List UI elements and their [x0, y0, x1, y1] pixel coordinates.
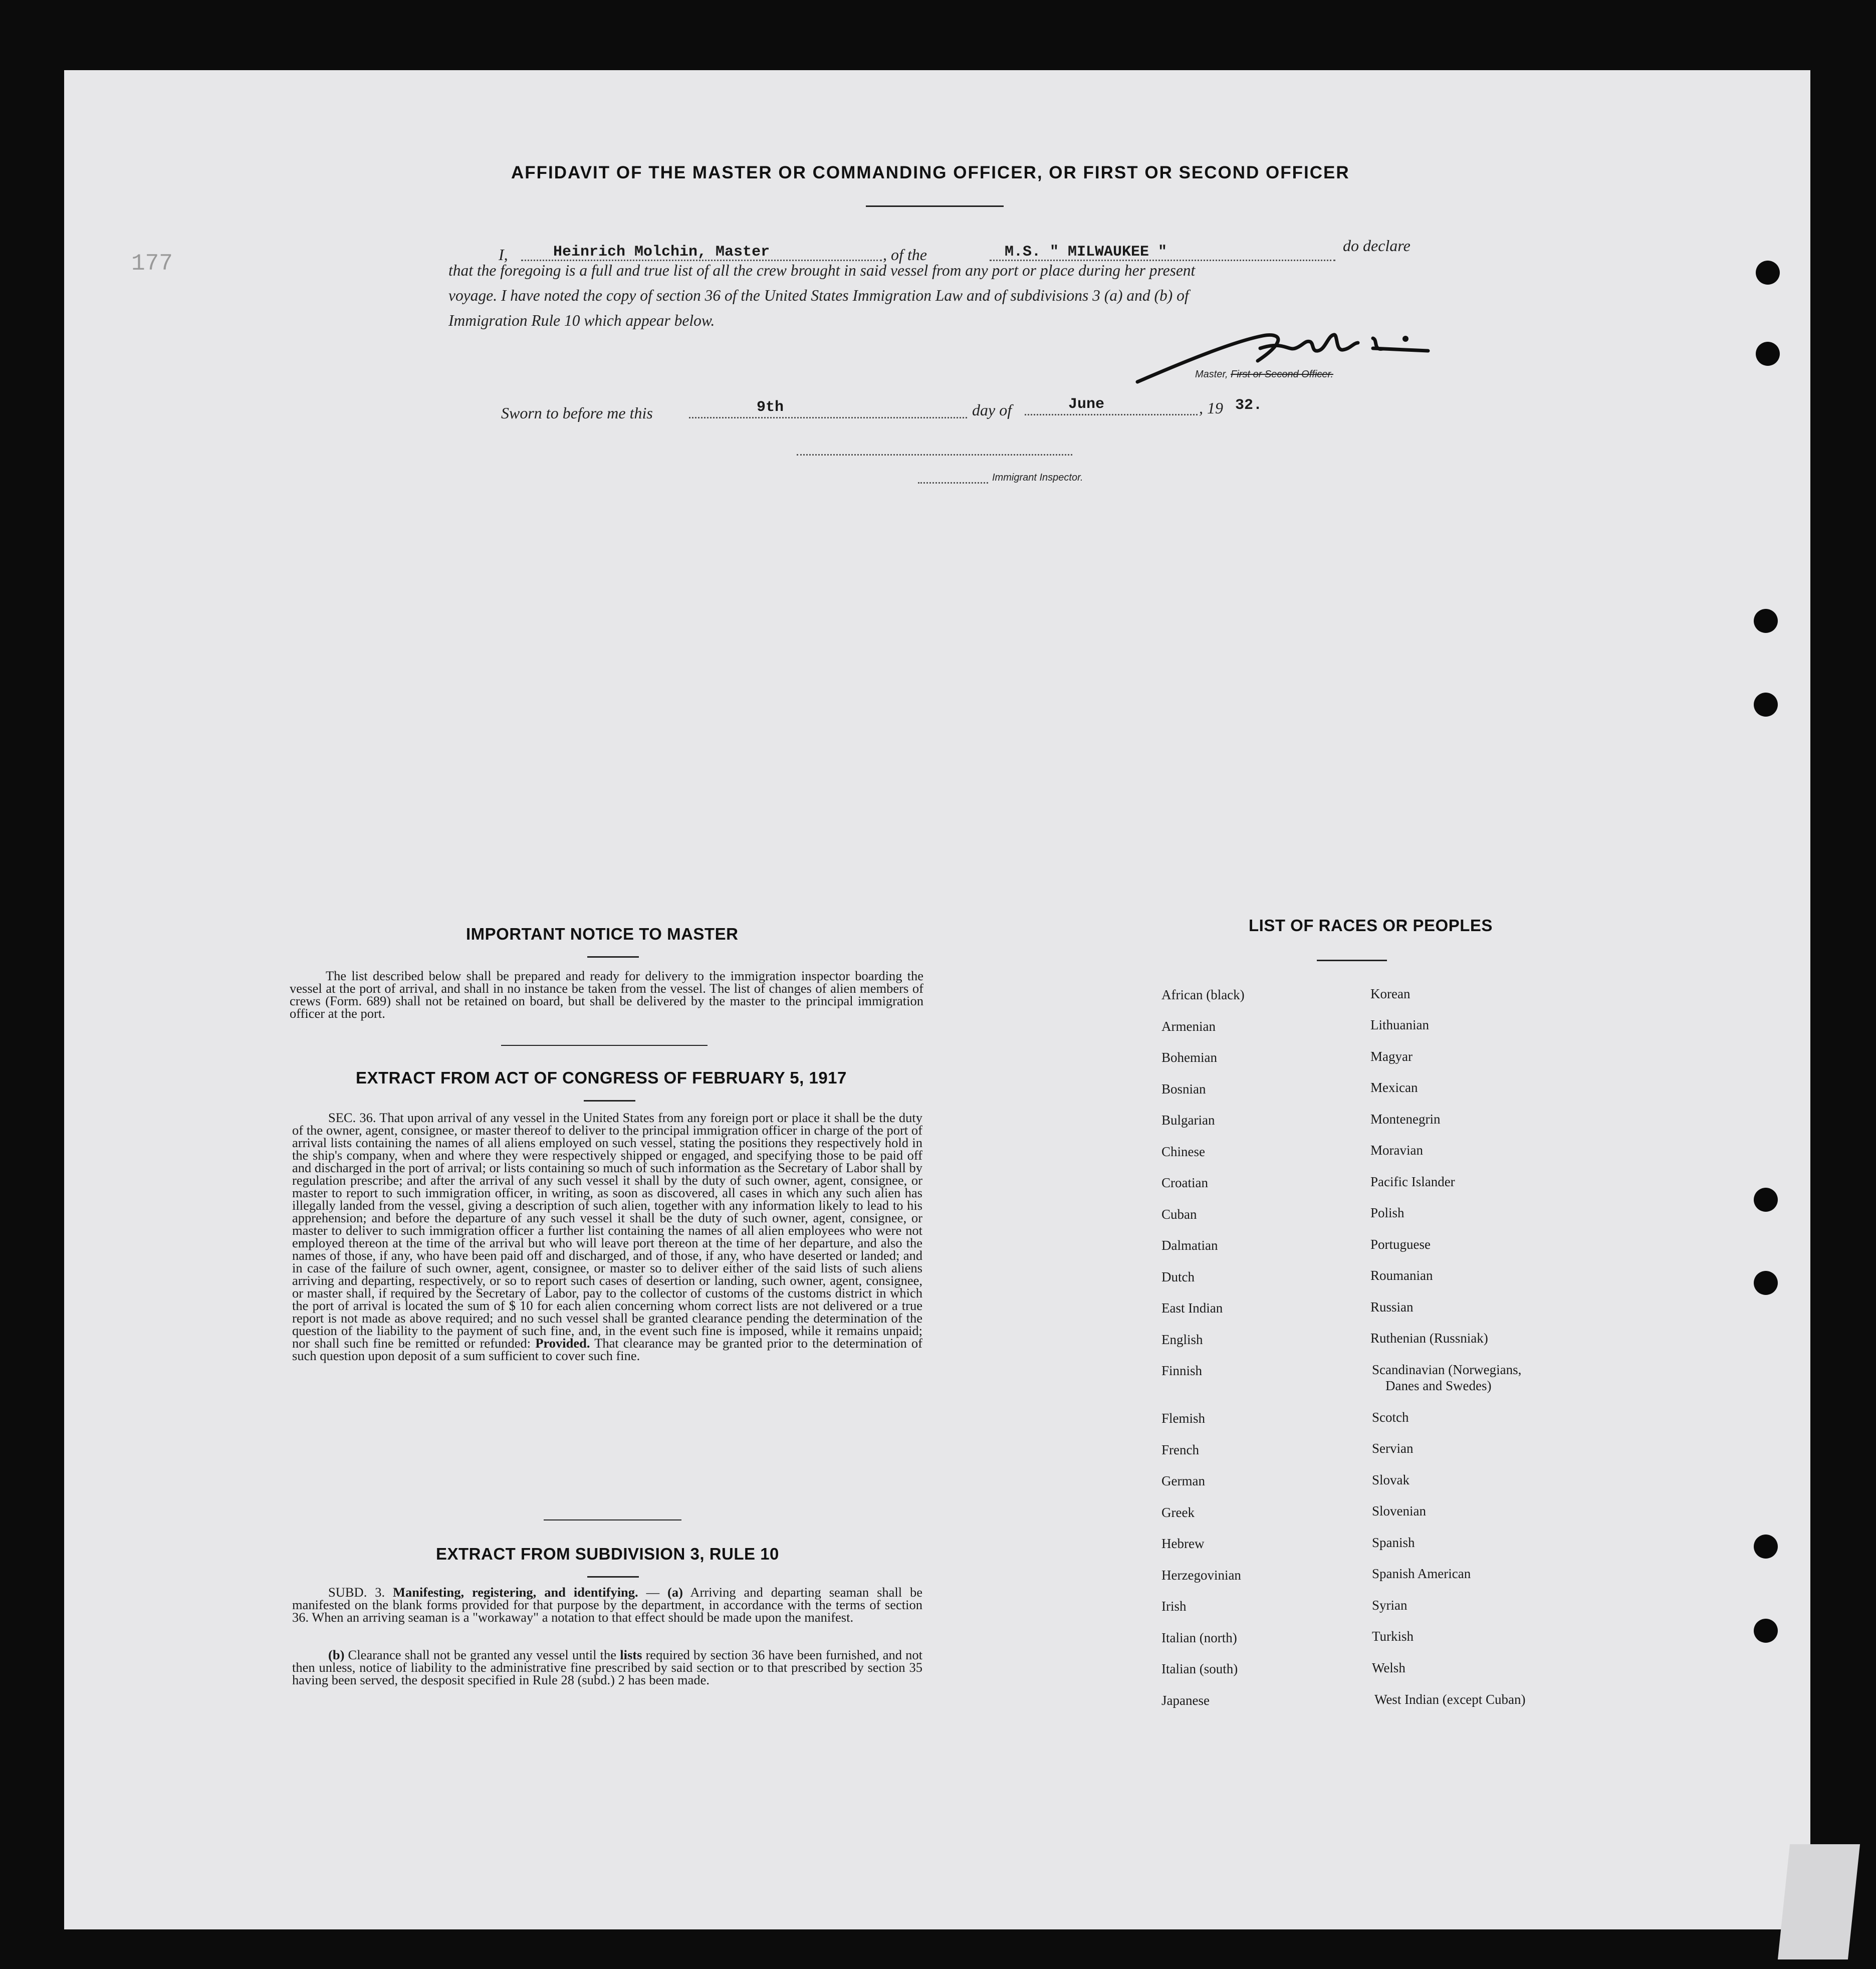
- punch-hole: [1754, 1535, 1778, 1559]
- affidavit-line-3: voyage. I have noted the copy of section 36 of the United States Immigration Law and of subdivisions 3 (a) and (b) of: [448, 287, 1189, 304]
- race-item: Irish: [1161, 1599, 1187, 1614]
- para-a-text: Arriving and departing seaman shall be manifested on the blank forms provided for that purpose by the department, in accordance with the terms of section 36. When an arriving seaman is a "workaway" a notation to that effect should be made upon the manifest.: [292, 1585, 923, 1625]
- race-item: East Indian: [1161, 1300, 1223, 1316]
- vessel-name-field: M.S. " MILWAUKEE ": [1005, 244, 1167, 261]
- races-title-underline: [1317, 960, 1387, 961]
- race-item: Russian: [1370, 1299, 1414, 1315]
- race-item: Mexican: [1370, 1080, 1418, 1095]
- subd-label: SUBD. 3.: [328, 1585, 385, 1600]
- punch-hole: [1756, 261, 1780, 285]
- act-divider: [544, 1519, 681, 1520]
- race-item: Bosnian: [1161, 1081, 1206, 1097]
- inspector-label: Immigrant Inspector.: [992, 472, 1083, 483]
- sworn-day-field: 9th: [757, 399, 784, 416]
- month-line: [1025, 414, 1198, 415]
- subd-heading: Manifesting, registering, and identifying.: [393, 1585, 638, 1600]
- race-item: Roumanian: [1370, 1268, 1433, 1283]
- race-item: West Indian (except Cuban): [1374, 1692, 1526, 1707]
- sworn-label: Sworn to before me this: [501, 404, 653, 422]
- punch-hole: [1754, 609, 1778, 633]
- year-field: 32.: [1235, 397, 1263, 414]
- signature-caption-struck: First or Second Officer.: [1231, 369, 1334, 380]
- race-item: German: [1161, 1473, 1205, 1488]
- notice-title: IMPORTANT NOTICE TO MASTER: [466, 925, 739, 943]
- races-title: LIST OF RACES OR PEOPLES: [1249, 916, 1493, 935]
- race-item: Croatian: [1161, 1175, 1208, 1190]
- race-item: Polish: [1370, 1205, 1404, 1220]
- signature-caption: [1195, 369, 1333, 380]
- race-item: Portuguese: [1370, 1237, 1431, 1252]
- title-underline: [866, 205, 1004, 207]
- punch-hole: [1754, 1619, 1778, 1643]
- race-item: Japanese: [1161, 1693, 1210, 1708]
- margin-pencil-mark: 177: [131, 251, 173, 277]
- punch-hole: [1756, 342, 1780, 366]
- race-item: Spanish American: [1372, 1566, 1471, 1581]
- race-item: Welsh: [1372, 1660, 1405, 1675]
- para-b-text-1: Clearance shall not be granted any vessel until the: [348, 1647, 617, 1662]
- inspector-line: [918, 482, 988, 484]
- race-item: Lithuanian: [1370, 1017, 1429, 1032]
- rule-subd-3-a: SUBD. 3. Manifesting, registering, and identifying. — (a) Arriving and departing seaman shall be manifested on the blank forms provided for that purpose by the department, in accordance with the terms of section 36. When an arriving seaman is a "workaway" a notation to that effect should be made upon the manifest.: [292, 1585, 923, 1625]
- race-item: Slovenian: [1372, 1503, 1426, 1518]
- page-corner-curl: [1778, 1844, 1860, 1959]
- act-title-underline: [584, 1100, 635, 1102]
- race-item: Bohemian: [1161, 1050, 1217, 1065]
- punch-hole: [1754, 693, 1778, 717]
- race-item: Italian (south): [1161, 1661, 1238, 1676]
- notice-text: The list described below shall be prepared and ready for delivery to the immigration inspector boarding the vessel at the port of arrival, and shall in no instance be taken from the vessel. The list of changes of alien members of crews (Form. 689) shall not be retained on board, but shall be delivered by the master to the principal immigration officer at the port.: [290, 968, 923, 1021]
- punch-hole: [1754, 1188, 1778, 1212]
- race-item: Scotch: [1372, 1410, 1409, 1425]
- signature-caption-master: Master,: [1195, 369, 1231, 380]
- sworn-day-line: [689, 417, 967, 418]
- race-item: Korean: [1370, 986, 1411, 1001]
- race-item: Scandinavian (Norwegians,: [1372, 1362, 1522, 1377]
- race-item: French: [1161, 1442, 1199, 1457]
- race-item: Flemish: [1161, 1411, 1206, 1426]
- race-item: Danes and Swedes): [1385, 1378, 1492, 1393]
- year-prefix-label: , 19: [1199, 399, 1223, 417]
- race-item: Ruthenian (Russniak): [1370, 1331, 1488, 1346]
- rule-subd-3-b: [292, 1649, 922, 1686]
- race-item: Magyar: [1370, 1049, 1413, 1064]
- race-item: Armenian: [1161, 1019, 1216, 1034]
- race-item: English: [1161, 1332, 1203, 1347]
- race-item: Finnish: [1161, 1363, 1203, 1378]
- of-the-label: , of the: [883, 246, 927, 264]
- race-item: Italian (north): [1161, 1630, 1237, 1645]
- race-item: African (black): [1161, 987, 1245, 1002]
- affidavit-line-4: Immigration Rule 10 which appear below.: [448, 312, 715, 329]
- para-a-mark: (a): [667, 1585, 683, 1600]
- act-section-36-end: That clearance may be granted prior to the determination of such question upon deposit of a sum sufficient to cover such fine.: [292, 1336, 923, 1363]
- race-item: Chinese: [1161, 1144, 1205, 1159]
- race-item: Hebrew: [1161, 1536, 1205, 1551]
- race-item: Dutch: [1161, 1269, 1195, 1284]
- affidavit-line-2: that the foregoing is a full and true list of all the crew brought in said vessel from any port or place during her present: [448, 262, 1196, 279]
- notice-title-underline: [587, 956, 639, 958]
- act-section-36-body: SEC. 36. That upon arrival of any vessel in the United States from any foreign port or place it shall be the duty of the owner, agent, consignee, or master thereof to deliver to the principal immigration officer in charge of the port of arrival lists containing the names of all aliens employed on such vessel, stating the positions they respectively hold in the ship's company, when and where they were respectively shipped or engaged, and specifying those to be paid off and discharged in the port of arrival; or lists containing so much of such information as the Secretary of Labor shall by regulation prescribe; and after the arrival of any such vessel it shall by the duty of such owner, agent, consignee, or master to report to such immigration officer, in writing, as soon as discovered, all cases in which any such alien has illegally landed from the vessel, giving a description of such alien, together with any information likely to lead to his apprehension; and before the departure of any such vessel it shall be the duty of such owner, agent, consignee, or master to deliver to such immigration officer a further list containing the names of all alien employees who were not employed thereon at the time of the arrival but who will leave port thereon at the time of her departure, and also the names of those, if any, who have been paid off and discharged, and of those, if any, who have deserted or landed; and in case of the failure of such owner, agent, consignee, or master so to deliver either of the said lists of such aliens arriving and departing, respectively, or so to report such cases of desertion or landing, such owner, agent, consignee, or master shall, if required by the Secretary of Labor, pay to the collector of customs of the customs district in which the port of arrival is located the sum of $ 10 for each alien concerning whom correct lists are not delivered or a true report is not made as above required; and no such vessel shall be granted clearance pending the determination of the question of the liability to the payment of such fine, and, in the event such fine is imposed, while it remains unpaid; nor shall such fine be remitted or refunded:: [292, 1110, 922, 1351]
- master-name-field: Heinrich Molchin, Master: [553, 244, 770, 261]
- race-item: Spanish: [1372, 1535, 1415, 1550]
- month-field: June: [1068, 396, 1105, 413]
- race-item: Servian: [1372, 1441, 1414, 1456]
- race-item: Syrian: [1372, 1598, 1408, 1613]
- rule-extract-title: EXTRACT FROM SUBDIVISION 3, RULE 10: [436, 1545, 779, 1563]
- affidavit-i-label: I,: [499, 246, 508, 264]
- race-item: Turkish: [1372, 1629, 1414, 1644]
- race-item: Montenegrin: [1370, 1112, 1441, 1127]
- race-item: Dalmatian: [1161, 1238, 1218, 1253]
- act-extract-title: EXTRACT FROM ACT OF CONGRESS OF FEBRUARY 5, 1917: [356, 1068, 847, 1087]
- race-item: Greek: [1161, 1505, 1195, 1520]
- inspector-signature-line: [797, 454, 1072, 456]
- para-b-lists: lists: [620, 1647, 642, 1662]
- race-item: Cuban: [1161, 1207, 1197, 1222]
- notice-divider: [501, 1045, 708, 1046]
- rule-title-underline: [587, 1576, 639, 1578]
- para-b-mark: (b): [328, 1647, 345, 1662]
- race-item: Pacific Islander: [1370, 1174, 1455, 1189]
- do-declare-label: do declare: [1343, 237, 1411, 255]
- day-of-label: day of: [972, 401, 1012, 419]
- affidavit-title: AFFIDAVIT OF THE MASTER OR COMMANDING OFFICER, OR FIRST OR SECOND OFFICER: [511, 163, 1350, 182]
- act-section-36-text: [292, 1112, 922, 1362]
- race-item: Slovak: [1372, 1472, 1410, 1487]
- para-b-text-2: required by section 36 have been furnished, and not then unless, notice of liability to the administrative fine prescribed by said section or to that prescribed by section 35 having been served, the desposit specified in Rule 28 (subd.) 2 has been made.: [292, 1647, 923, 1687]
- punch-hole: [1754, 1271, 1778, 1295]
- race-item: Herzegovinian: [1161, 1568, 1241, 1583]
- provided-keyword: Provided.: [535, 1336, 590, 1351]
- race-item: Bulgarian: [1161, 1113, 1215, 1128]
- race-item: Moravian: [1370, 1143, 1423, 1158]
